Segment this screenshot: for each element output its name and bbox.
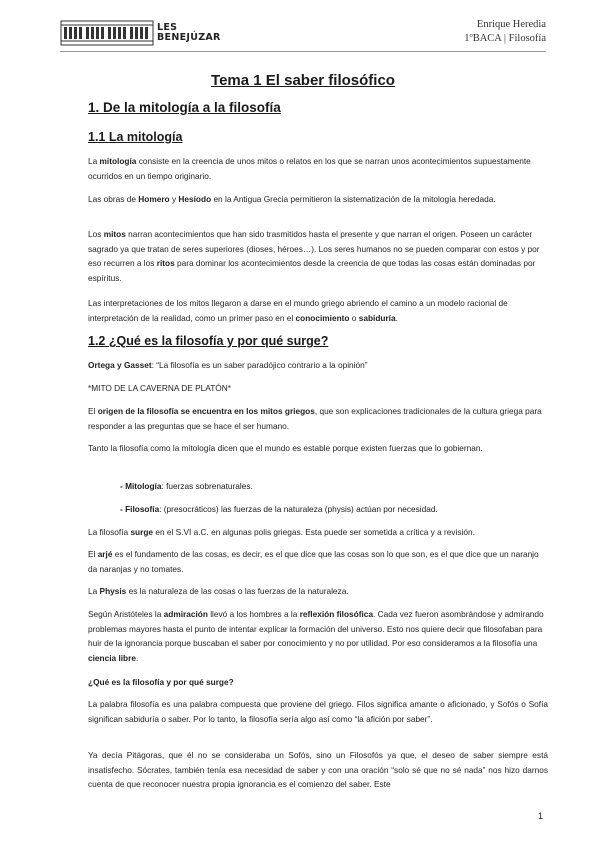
logo-wordmark bbox=[157, 23, 221, 43]
school-logo bbox=[60, 20, 221, 46]
paragraph bbox=[88, 227, 548, 285]
text: llevó a los hombres a la bbox=[207, 609, 300, 619]
text: es el fundamento de las cosas, es decir, es el que dice que las cosas son lo que son, es el que dice que un naranjo da naranjas y no tomates. bbox=[88, 549, 539, 574]
text: El bbox=[88, 549, 98, 559]
section-heading-1: 1. De la mitología a la filosofía bbox=[88, 100, 281, 115]
text: y bbox=[169, 194, 179, 204]
bold-text: conocimiento bbox=[295, 312, 350, 323]
text: La bbox=[88, 156, 100, 166]
quote-line bbox=[88, 358, 548, 373]
header-divider bbox=[60, 51, 546, 52]
paragraph bbox=[88, 192, 548, 207]
paragraph bbox=[88, 404, 548, 433]
text: narran acontecimientos que han sido trasmitidos hasta el presente y que narran el origen. Poseen un carácter sagrado ya que tratan de seres superiores (dioses, héroes…). Los seres humanos no se pueden comparar con estos y por eso recurren a los bbox=[88, 229, 540, 268]
text: . bbox=[395, 312, 398, 323]
text: . Cada vez fueron asombrándose y admirando problemas mayores hasta el punto de intentar explicar la formación del universo. Esto nos quiere decir que filosofaban para huir de la ignorancia porque buscaban el saber por conocimiento y no por utilidad. Por eso consideramos a la filosofía una bbox=[88, 609, 544, 648]
bold-text: Ortega y Gasset bbox=[88, 360, 152, 370]
text: : (presocráticos) las fuerzas de la naturaleza (physis) actúan por necesidad. bbox=[159, 504, 438, 514]
paragraph bbox=[88, 296, 548, 325]
paragraph bbox=[88, 154, 548, 183]
text: : fuerzas sobrenaturales. bbox=[161, 481, 253, 491]
text: Las obras de bbox=[88, 194, 139, 204]
paragraph bbox=[88, 547, 548, 576]
list-item bbox=[120, 479, 550, 493]
logo-line-2: BENEJÚZAR bbox=[157, 32, 221, 43]
page-number: 1 bbox=[538, 811, 544, 821]
text: La bbox=[88, 586, 100, 596]
text: en la Antigua Grecia permitieron la sistematización de la mitología heredada. bbox=[211, 194, 496, 204]
paragraph bbox=[88, 584, 548, 599]
list-item bbox=[120, 502, 550, 516]
cave-note: *MITO DE LA CAVERNA DE PLATÓN* bbox=[88, 383, 231, 393]
bold-text: sabiduría bbox=[358, 312, 396, 323]
bold-text: Hesíodo bbox=[178, 194, 212, 204]
course-label: 1ºBACA | Filosofía bbox=[464, 33, 546, 44]
bold-text: reflexión filosófica bbox=[299, 609, 373, 619]
bold-text: Physis bbox=[99, 586, 127, 596]
bold-text: mitología bbox=[99, 156, 137, 166]
text: o bbox=[349, 312, 359, 323]
text: consiste en la creencia de unos mitos o relatos en los que se narran unos acontecimientos supuestamente ocurridos en un tiempo originario. bbox=[88, 156, 531, 181]
bold-text: surge bbox=[130, 527, 154, 537]
text: Las interpretaciones de los mitos llegaron a darse en el mundo griego abriendo el camino a un modelo racional de interpretación de la realidad, como un primer paso en el bbox=[88, 298, 508, 323]
bold-text: origen de la filosofía se encuentra en los mitos griegos bbox=[97, 406, 315, 416]
bold-text: ciencia libre bbox=[88, 652, 136, 663]
text: en el S.VI a.C. en algunas polis griegas. Esta puede ser sometida a crítica y a revisión. bbox=[153, 527, 475, 537]
paragraph bbox=[88, 607, 548, 665]
bold-text: - Mitología bbox=[120, 481, 162, 491]
paragraph: La palabra filosofía es una palabra compuesta que proviene del griego. Filos significa amante o aficionado, y Sofós o Sofía significan sabiduría o saber. Por lo tanto, la filosofía sería algo así como “la afición por saber”. bbox=[88, 699, 548, 724]
subsection-heading-1-1: 1.1 La mitología bbox=[88, 130, 183, 144]
page-header bbox=[60, 14, 546, 54]
paragraph: Ya decía Pitágoras, que él no se consideraba un Sofós, sino un Filosofós ya que, el deseo de saber siempre está insatisfecho. Sócrates, también tenía esa necesidad de saber y con una oración “solo sé que no sé nada” nos hizo darnos cuenta de que reconocer nuestra propia ignorancia es el comienzo del saber. Este bbox=[88, 750, 548, 789]
header-meta bbox=[464, 18, 546, 46]
text: . bbox=[135, 652, 139, 663]
subsection-heading-1-2: 1.2 ¿Qué es la filosofía y por qué surge? bbox=[88, 334, 329, 348]
text: para dominar los acontecimientos desde la creencia de que todas las cosas están dominadas por espíritus. bbox=[88, 258, 536, 283]
text: El bbox=[88, 406, 98, 416]
bold-text: Homero bbox=[138, 194, 170, 204]
logo-building-icon bbox=[60, 20, 154, 46]
question-heading: ¿Qué es la filosofía y por qué surge? bbox=[88, 677, 234, 687]
text: Los bbox=[88, 229, 104, 239]
bold-text: - Filosofía bbox=[120, 504, 160, 514]
paragraph: Tanto la filosofía como la mitología dicen que el mundo es estable porque existen fuerzas que lo gobiernan. bbox=[88, 443, 483, 453]
bold-text: mitos bbox=[103, 229, 126, 239]
document-title: Tema 1 El saber filosófico bbox=[211, 72, 395, 89]
text: es la naturaleza de las cosas o las fuerzas de la naturaleza. bbox=[126, 586, 349, 596]
author-name: Enrique Heredia bbox=[476, 19, 546, 30]
bold-text: arjé bbox=[97, 549, 113, 559]
text: Según Aristóteles la bbox=[88, 609, 164, 619]
text: La filosofía bbox=[88, 527, 131, 537]
bold-text: ritos bbox=[156, 258, 175, 268]
logo-line-1: LES bbox=[157, 22, 178, 33]
text: , que son explicaciones tradicionales de la cultura griega para responder a las preguntas que se hace el ser humano. bbox=[88, 406, 542, 431]
paragraph bbox=[88, 525, 548, 540]
text: : “La filosofía es un saber paradójico contrario a la opinión” bbox=[151, 360, 368, 370]
bold-text: admiración bbox=[163, 609, 208, 619]
